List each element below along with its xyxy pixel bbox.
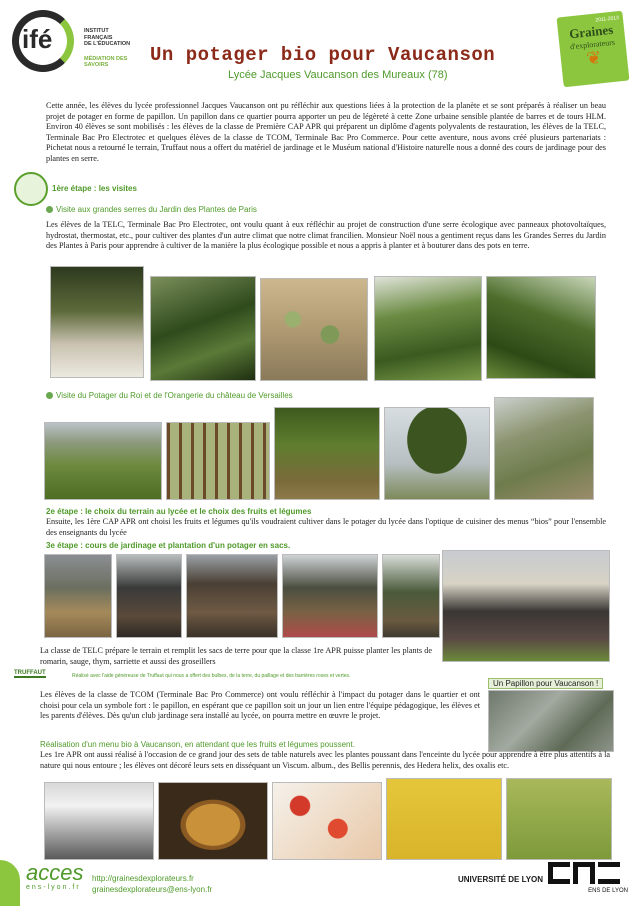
museum-emblem-icon xyxy=(14,172,48,206)
graines-badge: 2011-2013 Graines d'explorateurs ❦ xyxy=(557,11,630,88)
visit2-title: Visite du Potager du Roi et de l'Orangerie du château de Versailles xyxy=(46,391,293,400)
univ-lyon-logo: UNIVERSITÉ DE LYON xyxy=(458,875,544,884)
photo-wooden-pallets xyxy=(44,554,112,638)
ens-logo: ENS DE LYON xyxy=(548,862,628,902)
papillon-text: Les élèves de la classe de TCOM (Terminale Bac Pro Commerce) ont voulu réfléchir à l'impact du potager dans le quartier et ont choisi pour cela un symbole fort : le papillon, en espérant que ce papillon soit un jour un lien entre l'équipe pédagogique, les élèves et les parents d'élèves. Dès qu'un club jardinage sera installé au lycée, on pourra mettre en œuvre le projet. xyxy=(40,690,480,721)
photo-tart xyxy=(158,782,268,860)
photo-placemat-yellow xyxy=(386,778,502,860)
ife-logo xyxy=(12,10,82,76)
acces-logo: acces ens-lyon.fr xyxy=(26,860,84,891)
butterfly-icon: ❦ xyxy=(585,47,603,69)
photo-potager-du-roi xyxy=(44,422,162,500)
step1-title: 1ère étape : les visites xyxy=(52,184,137,193)
photo-tropical-plants xyxy=(374,276,482,381)
visit1-text: Les élèves de la TELC, Terminale Bac Pro Electrotec, ont voulu quant à eux réfléchir au projet de construction d'une serre écologique avec panneaux photovoltaïques, hydrostat, thermostat, etc., pour cultiver des plantes d'un autre climat que notre climat francilien. Monsieur Noël nous a gentiment reçus dans les Grandes Serres du Jardin des Plantes à Paris pour apprendre à cultiver de la manière la plus écologique possible et nous a appris à planter et à bouturer dans des pots en terre. xyxy=(46,220,606,251)
photo-greenhouse-students xyxy=(50,266,144,378)
photo-cacti xyxy=(260,278,368,381)
papillon-caption: Un Papillon pour Vaucanson ! xyxy=(488,678,603,689)
photo-greenhouse-palms xyxy=(150,276,256,381)
footer-email-link[interactable]: grainesdexplorateurs@ens-lyon.fr xyxy=(92,885,213,894)
photo-placemat-green xyxy=(506,778,612,860)
footer-url-link[interactable]: http://grainesdexplorateurs.fr xyxy=(92,874,194,883)
intro-text: Cette année, les élèves du lycée professionnel Jacques Vaucanson ont pu réfléchir aux questions liées à la protection de la planète et se sont préparés à réaliser un beau projet de potager en forme de papillon. Un papillon dans ce quartier pourra apporter un peu de légèreté à cette Zone urbaine sensible plantée de barres et de tours HLM. Environ 40 élèves se sont mobilisés : les élèves de la classe de Première CAP APR qui préparent un diplôme d'agents polyvalents de restauration, les élèves de la TELC, Terminale Bac Pro Electrotec et quelques élèves de la classe de TCOM, Terminale Bac Pro Commerce. Pour cette aventure, nous avons créé plusieurs partenariats : Pichetat nous a retourné le terrain, Truffaut nous a offert du matériel de jardinage et le Muséum national d'Histoire naturelle nous a donné des cours de jardinage pour des plantes en serre. xyxy=(46,101,606,163)
photo-aerial-lycee xyxy=(488,690,614,752)
photo-tomatoes xyxy=(272,782,382,860)
photo-greenhouse-leaves xyxy=(486,276,596,379)
photo-orchard-rows xyxy=(166,422,270,500)
photo-espalier-tree xyxy=(274,407,380,500)
photo-kitchen-students xyxy=(44,782,154,860)
menu-text: Les 1re APR ont aussi réalisé à l'occasion de ce grand jour des sets de table naturels avec les plantes poussant dans l'enceinte du lycée pour apprendre à être plus attentifs à la nature qui nous entoure ; les élèves ont décoré leurs sets en disséquant un Viscum. album., des Bellis perennis, des Hedera helix, des oxalis etc. xyxy=(40,750,610,770)
ife-logo-text: ifé xyxy=(22,24,53,54)
photo-large-tree xyxy=(384,407,490,500)
step2-text: Ensuite, les 1ère CAP APR ont choisi les fruits et légumes qu'ils voudraient cultiver dans le potager du lycée dans l'optique de cuisiner des menus “bios” pour l'ensemble des enseignants du lycée xyxy=(46,517,606,537)
step3-title: 3e étape : cours de jardinage et plantation d'un potager en sacs. xyxy=(46,541,291,550)
step2-title: 2e étape : le choix du terrain au lycée et le choix des fruits et légumes xyxy=(46,507,312,516)
photo-planting xyxy=(282,554,378,638)
truffaut-logo: TRUFFAUT xyxy=(14,670,46,676)
step3-text: La classe de TELC prépare le terrain et remplit les sacs de terre pour que la classe 1re APR puisse planter les plants de romarin, sauge, thym, sarriette et aussi des groseillers xyxy=(40,646,432,666)
ens-mark-icon xyxy=(548,862,628,884)
truffaut-note: Réalisé avec l'aide généreuse de Truffaut qui nous a offert des bulbes, de la terre, du paillage et des barrières roses et vertes. xyxy=(72,673,351,679)
flower-bullet-icon xyxy=(46,392,53,399)
page-title: Un potager bio pour Vaucanson xyxy=(150,44,496,66)
footer-green-corner xyxy=(0,860,20,906)
photo-garden-path xyxy=(494,397,594,500)
photo-watering xyxy=(382,554,440,638)
visit1-title: Visite aux grandes serres du Jardin des Plantes de Paris xyxy=(46,205,257,214)
flower-bullet-icon xyxy=(46,206,53,213)
page-subtitle: Lycée Jacques Vaucanson des Mureaux (78) xyxy=(228,69,448,81)
photo-soil-bags xyxy=(186,554,278,638)
photo-group-students xyxy=(442,550,610,662)
photo-student-garden-bags xyxy=(116,554,182,638)
menu-title: Réalisation d'un menu bio à Vaucanson, en attendant que les fruits et légumes poussent. xyxy=(40,740,355,749)
institute-name: INSTITUT FRANÇAIS DE L'ÉDUCATION MÉDIATION DES SAVOIRS xyxy=(84,28,131,68)
